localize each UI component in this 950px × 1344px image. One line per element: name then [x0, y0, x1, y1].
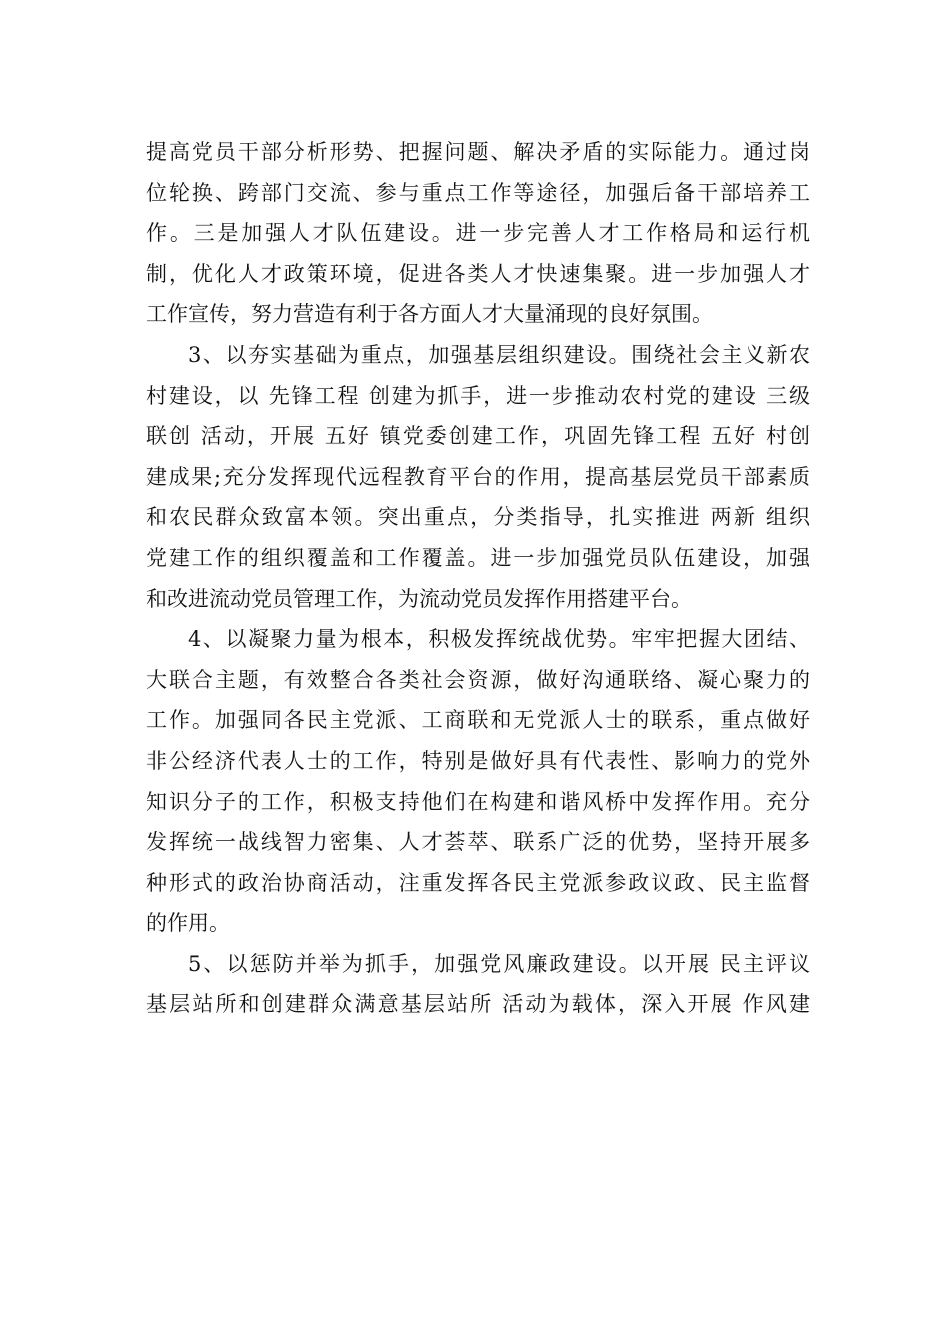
- text-line: 作。三是加强人才队伍建设。进一步完善人才工作格局和运行机: [146, 221, 810, 246]
- text-line: 基层站所和创建群众满意基层站所 活动为载体，深入开展 作风建: [146, 992, 810, 1017]
- text-line: 和农民群众致富本领。突出重点，分类指导，扎实推进 两新 组织: [146, 505, 810, 530]
- text-line: 建成果;充分发挥现代远程教育平台的作用，提高基层党员干部素质: [146, 464, 810, 489]
- text-line: 非公经济代表人士的工作，特别是做好具有代表性、影响力的党外: [146, 748, 810, 773]
- text-line: 工作。加强同各民主党派、工商联和无党派人士的联系，重点做好: [146, 708, 810, 733]
- text-line: 和改进流动党员管理工作，为流动党员发挥作用搭建平台。: [146, 586, 692, 611]
- text-line: 种形式的政治协商活动，注重发挥各民主党派参政议政、民主监督: [146, 870, 810, 895]
- text-line: 联创 活动，开展 五好 镇党委创建工作，巩固先锋工程 五好 村创: [146, 424, 810, 449]
- text-line: 3、以夯实基础为重点，加强基层组织建设。围绕社会主义新农: [188, 342, 810, 367]
- text-line: 知识分子的工作，积极支持他们在构建和谐风桥中发挥作用。充分: [146, 789, 810, 814]
- text-line: 发挥统一战线智力密集、人才荟萃、联系广泛的优势，坚持开展多: [146, 830, 810, 855]
- text-line: 党建工作的组织覆盖和工作覆盖。进一步加强党员队伍建设，加强: [146, 545, 810, 570]
- text-line: 提高党员干部分析形势、把握问题、解决矛盾的实际能力。通过岗: [146, 140, 810, 164]
- text-line: 大联合主题，有效整合各类社会资源，做好沟通联络、凝心聚力的: [146, 667, 810, 692]
- text-line: 4、以凝聚力量为根本，积极发挥统战优势。牢牢把握大团结、: [188, 627, 810, 652]
- text-line: 5、以惩防并举为抓手，加强党风廉政建设。以开展 民主评议: [188, 951, 810, 976]
- text-line: 村建设，以 先锋工程 创建为抓手，进一步推动农村党的建设 三级: [146, 383, 810, 408]
- text-line: 位轮换、跨部门交流、参与重点工作等途径，加强后备干部培养工: [146, 180, 810, 205]
- document-body: [146, 132, 810, 1025]
- text-line: 制，优化人才政策环境，促进各类人才快速集聚。进一步加强人才: [146, 261, 810, 286]
- text-line: 工作宣传，努力营造有利于各方面人才大量涌现的良好氛围。: [146, 302, 713, 327]
- text-line: 的作用。: [146, 911, 230, 936]
